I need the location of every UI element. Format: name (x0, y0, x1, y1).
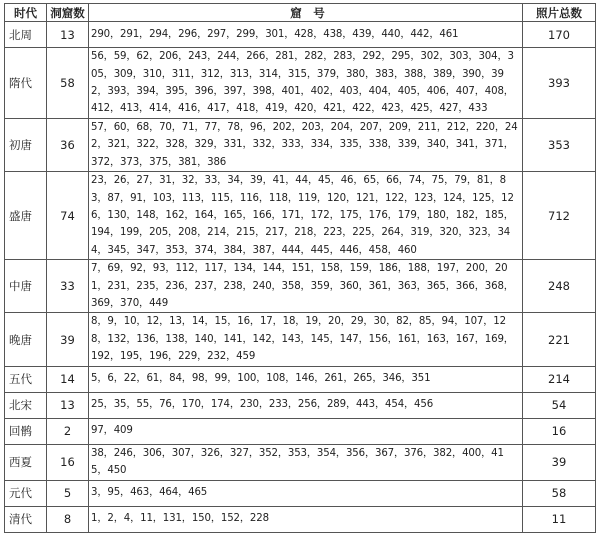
photo-total-cell: 39 (523, 444, 596, 480)
cave-numbers-cell: 23，26，27，31，32，33，34，39，41，44，45，46，65，66，74，75，79，81，83，87，91，103，113，115，116，118，119，120，121，122，123，124，125，126，130，148，162，164，165，166，171，172，175，176，179，180，182，185，194，199，205，208，214，215，217，218，223，225，264，319，320，323，344，345，347，353，374，384，387，444，445，446，458，460 (89, 172, 523, 260)
dynasty-cell: 西夏 (5, 444, 47, 480)
cave-numbers-cell: 57，60，68，70，71，77，78，96，202，203，204，207，209，211，212，220，242，321，322，328，329，331，332，333，334，335，338，339，340，341，371，372，373，375，381，386 (89, 119, 523, 172)
dynasty-cell: 隋代 (5, 48, 47, 119)
dynasty-cell: 北周 (5, 22, 47, 48)
cave-numbers-cell: 5，6，22，61，84，98，99，100，108，146，261，265，346，351 (89, 366, 523, 392)
dynasty-cell: 北宋 (5, 392, 47, 418)
cave-count-cell: 36 (47, 119, 89, 172)
photo-total-cell: 16 (523, 418, 596, 444)
dynasty-cell: 盛唐 (5, 172, 47, 260)
cave-count-cell: 14 (47, 366, 89, 392)
cave-count-cell: 39 (47, 313, 89, 366)
cave-numbers-cell: 8，9，10，12，13，14，15，16，17，18，19，20，29，30，82，85，94，107，128，132，136，138，140，141，142，143，145，147，156，161，163，167，169，192，195，196，229，232，459 (89, 313, 523, 366)
photo-total-cell: 248 (523, 260, 596, 313)
table-row (5, 260, 596, 313)
photo-total-cell: 58 (523, 480, 596, 506)
cave-count-cell: 33 (47, 260, 89, 313)
header-photo-total: 照片总数 (523, 4, 596, 22)
cave-count-cell: 2 (47, 418, 89, 444)
cave-numbers-cell: 97，409 (89, 418, 523, 444)
table-row (5, 366, 596, 392)
table-row (5, 119, 596, 172)
table-row (5, 506, 596, 532)
cave-photo-table (4, 3, 596, 533)
header-cave-count: 洞窟数 (47, 4, 89, 22)
cave-count-cell: 74 (47, 172, 89, 260)
cave-count-cell: 13 (47, 22, 89, 48)
table-row (5, 480, 596, 506)
cave-photo-table-container (4, 3, 595, 533)
photo-total-cell: 54 (523, 392, 596, 418)
cave-count-cell: 5 (47, 480, 89, 506)
photo-total-cell: 170 (523, 22, 596, 48)
photo-total-cell: 712 (523, 172, 596, 260)
photo-total-cell: 353 (523, 119, 596, 172)
photo-total-cell: 11 (523, 506, 596, 532)
table-row (5, 172, 596, 260)
table-row (5, 392, 596, 418)
table-row (5, 418, 596, 444)
cave-count-cell: 16 (47, 444, 89, 480)
dynasty-cell: 元代 (5, 480, 47, 506)
cave-numbers-cell: 7，69，92，93，112，117，134，144，151，158，159，186，188，197，200，201，231，235，236，237，238，240，358，359，360，361，363，365，366，368，369，370，449 (89, 260, 523, 313)
cave-numbers-cell: 38，246，306，307，326，327，352，353，354，356，367，376，382，400，415，450 (89, 444, 523, 480)
cave-count-cell: 58 (47, 48, 89, 119)
table-row (5, 22, 596, 48)
dynasty-cell: 晚唐 (5, 313, 47, 366)
header-cave-numbers: 窟 号 (89, 4, 523, 22)
cave-count-cell: 8 (47, 506, 89, 532)
dynasty-cell: 初唐 (5, 119, 47, 172)
photo-total-cell: 393 (523, 48, 596, 119)
cave-numbers-cell: 3，95，463，464，465 (89, 480, 523, 506)
dynasty-cell: 五代 (5, 366, 47, 392)
dynasty-cell: 回鹘 (5, 418, 47, 444)
photo-total-cell: 221 (523, 313, 596, 366)
cave-count-cell: 13 (47, 392, 89, 418)
photo-total-cell: 214 (523, 366, 596, 392)
cave-numbers-cell: 1，2，4，11，131，150，152，228 (89, 506, 523, 532)
dynasty-cell: 中唐 (5, 260, 47, 313)
dynasty-cell: 清代 (5, 506, 47, 532)
header-row (5, 4, 596, 22)
cave-numbers-cell: 290，291，294，296，297，299，301，428，438，439，440，442，461 (89, 22, 523, 48)
table-row (5, 444, 596, 480)
cave-numbers-cell: 25，35，55，76，170，174，230，233，256，289，443，454，456 (89, 392, 523, 418)
table-row (5, 48, 596, 119)
cave-numbers-cell: 56，59，62，206，243，244，266，281，282，283，292，295，302，303，304，305，309，310，311，312，313，314，315，379，380，383，388，389，390，392，393，394，395，396，397，398，401，402，403，404，405，406，407，408，412，413，414，416，417，418，419，420，421，422，423，425，427，433 (89, 48, 523, 119)
table-row (5, 313, 596, 366)
header-dynasty: 时代 (5, 4, 47, 22)
